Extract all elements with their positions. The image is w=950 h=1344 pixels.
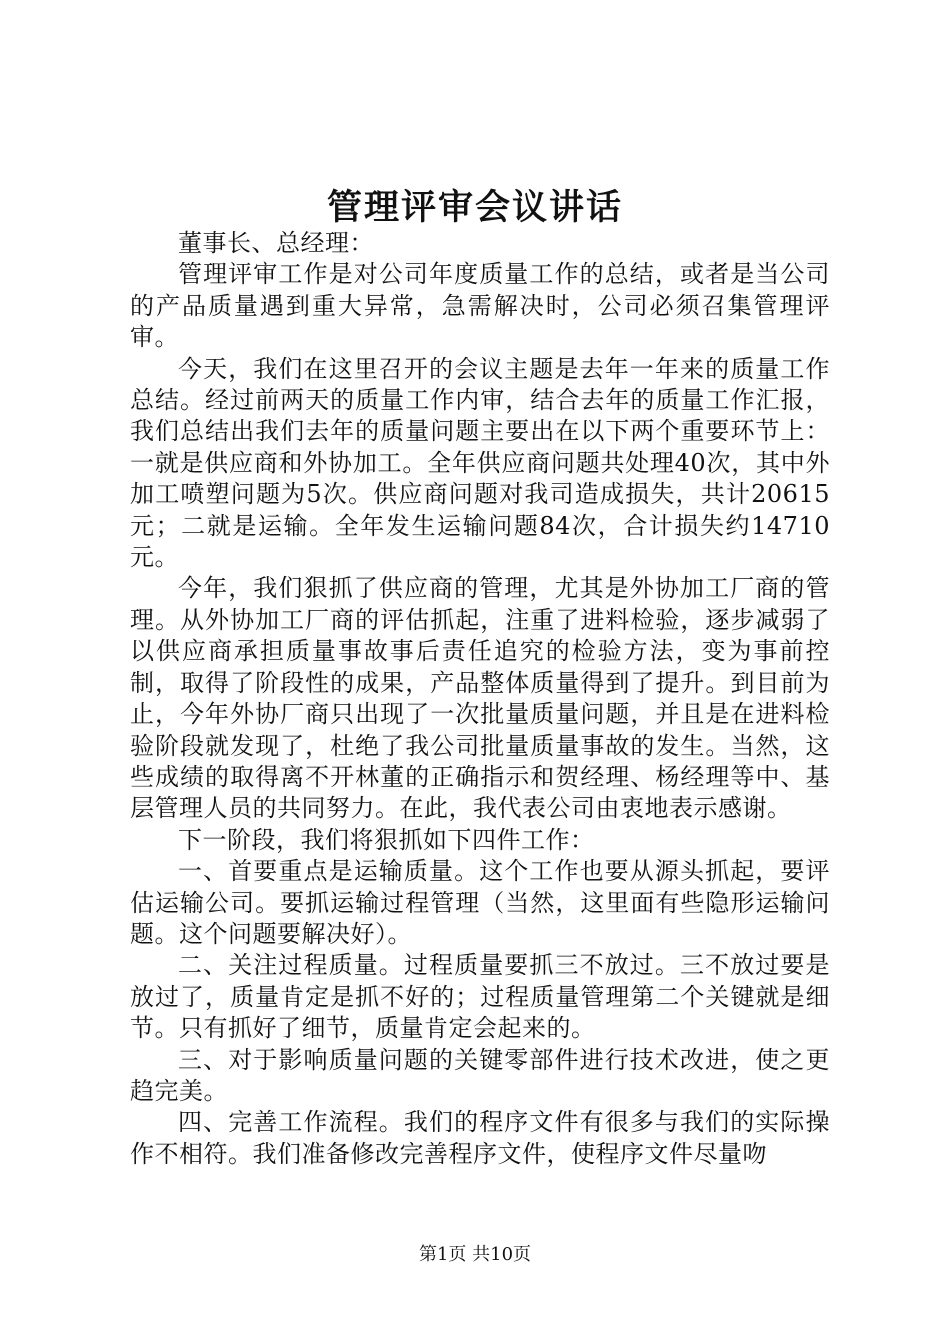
- page-footer: [0, 1243, 950, 1267]
- page-number-label: 第1页 共10页: [418, 1244, 532, 1265]
- document-title: 管理评审会议讲话: [326, 187, 623, 228]
- paragraph: 二、关注过程质量。过程质量要抓三不放过。三不放过要是放过了，质量肯定是抓不好的；过程质量管理第二个关键就是细节。只有抓好了细节，质量肯定会起来的。: [130, 951, 830, 1043]
- paragraph: 一、首要重点是运输质量。这个工作也要从源头抓起，要评估运输公司。要抓运输过程管理（当然，这里面有些隐形运输问题。这个问题要解决好）。: [130, 857, 830, 948]
- document-body: [130, 228, 830, 1170]
- salutation: 董事长、总经理：: [178, 229, 374, 257]
- paragraph: 今年，我们狠抓了供应商的管理，尤其是外协加工厂商的管理。从外协加工厂商的评估抓起，注重了进料检验，逐步减弱了以供应商承担质量事故事后责任追究的检验方法，变为事前控制，取得了阶段性的成果，产品整体质量得到了提升。到目前为止，今年外协厂商只出现了一次批量质量问题，并且是在进料检验阶段就发现了，杜绝了我公司批量质量事故的发生。当然，这些成绩的取得离不开林董的正确指示和贺经理、杨经理等中、基层管理人员的共同努力。在此，我代表公司由衷地表示感谢。: [130, 574, 830, 823]
- paragraph: 今天，我们在这里召开的会议主题是去年一年来的质量工作总结。经过前两天的质量工作内审，结合去年的质量工作汇报，我们总结出我们去年的质量问题主要出在以下两个重要环节上：一就是供应商和外协加工。全年供应商问题共处理40次，其中外加工喷塑问题为5次。供应商问题对我司造成损失，共计20615元；二就是运输。全年发生运输问题84次，合计损失约14710元。: [130, 354, 830, 572]
- paragraph: 四、完善工作流程。我们的程序文件有很多与我们的实际操作不相符。我们准备修改完善程序文件，使程序文件尽量吻: [130, 1108, 830, 1168]
- paragraph: 管理评审工作是对公司年度质量工作的总结，或者是当公司的产品质量遇到重大异常，急需解决时，公司必须召集管理评审。: [130, 260, 830, 352]
- paragraph: 下一阶段，我们将狠抓如下四件工作：: [178, 825, 595, 854]
- paragraph: 三、对于影响质量问题的关键零部件进行技术改进，使之更趋完美。: [130, 1045, 830, 1105]
